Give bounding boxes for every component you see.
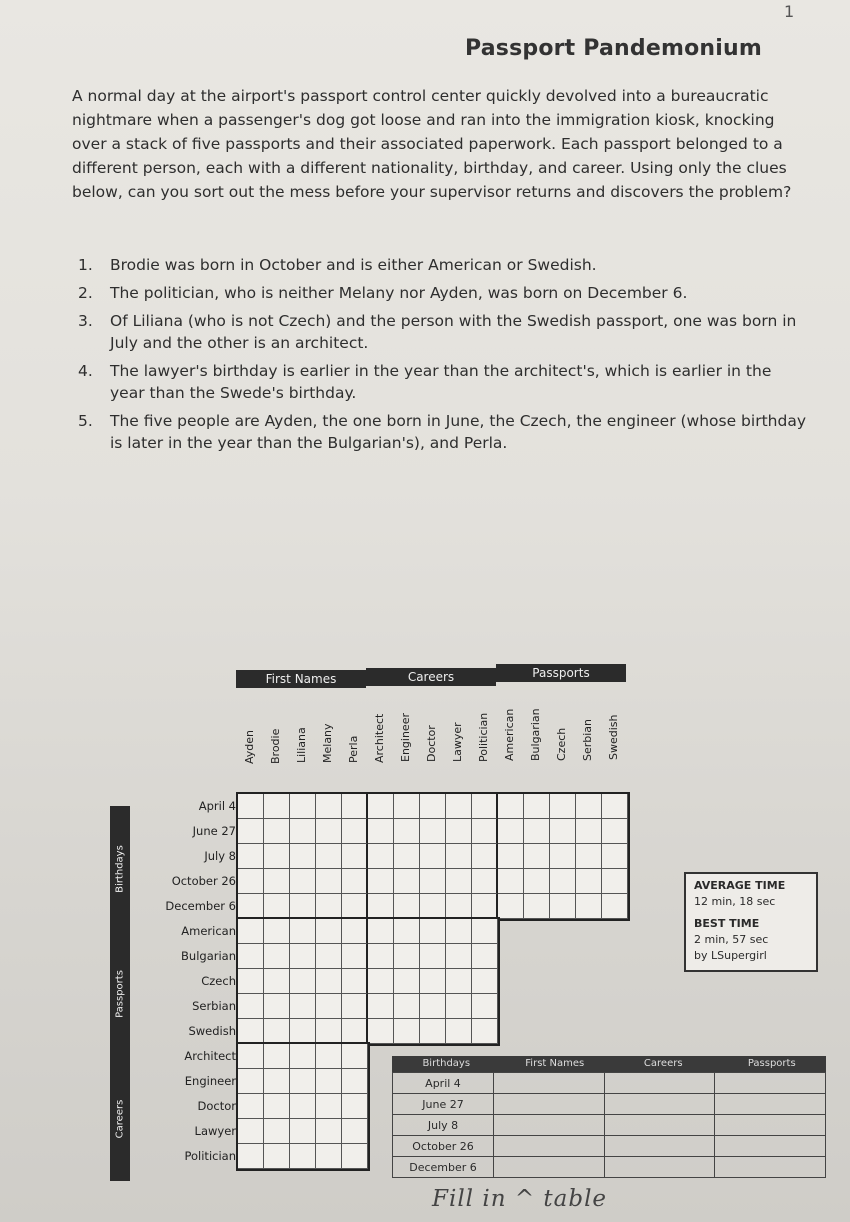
grid-cell[interactable]: [472, 844, 498, 869]
answer-birthday-cell: June 27: [393, 1094, 494, 1115]
grid-cell[interactable]: [290, 894, 316, 919]
column-label: [418, 690, 444, 764]
answer-header-careers: Careers: [643, 1058, 683, 1069]
answer-passport-cell[interactable]: [715, 1136, 826, 1157]
answer-first-name-cell[interactable]: [494, 1073, 605, 1094]
answer-passport-cell[interactable]: [715, 1073, 826, 1094]
table-row: [393, 1157, 826, 1178]
answer-first-name-cell[interactable]: [494, 1157, 605, 1178]
grid-cell[interactable]: [238, 1044, 264, 1069]
grid-cell[interactable]: [290, 994, 316, 1019]
grid-cell[interactable]: [264, 1019, 290, 1044]
clue-number: 5.: [78, 412, 93, 430]
clue-number: 3.: [78, 312, 93, 330]
grid-cell[interactable]: [446, 894, 472, 919]
grid-cell[interactable]: [368, 794, 394, 819]
answer-passport-cell[interactable]: [715, 1094, 826, 1115]
answer-career-cell[interactable]: [604, 1115, 715, 1136]
intro-paragraph: A normal day at the airport's passport control center quickly devolved into a bureaucratic nightmare when a passenger's dog got loose and ran into the immigration kiosk, knocking over a stack of five passports and their associated paperwork. Each passport belonged to a different person, each with a different nationality, birthday, and career. Using only the clues below, can you sort out the mess before your supervisor returns and discovers the problem?: [72, 87, 792, 201]
best-time-value: 2 min, 57 sec: [694, 933, 769, 946]
grid-cell[interactable]: [238, 1119, 264, 1144]
grid-cell[interactable]: [576, 894, 602, 919]
grid-cell[interactable]: [446, 1019, 472, 1044]
grid-cell[interactable]: [342, 994, 368, 1019]
grid-cell[interactable]: [238, 1144, 264, 1169]
column-label: [574, 689, 600, 763]
column-label-text: Brodie: [269, 728, 282, 764]
grid-cell[interactable]: [472, 994, 498, 1019]
grid-cell[interactable]: [342, 944, 368, 969]
column-label: [444, 690, 470, 764]
column-label: [366, 691, 392, 765]
answer-first-name-cell[interactable]: [494, 1094, 605, 1115]
grid-cell[interactable]: [238, 844, 264, 869]
grid-cell[interactable]: [316, 1044, 342, 1069]
column-label-text: Ayden: [243, 729, 256, 764]
grid-careers: [236, 1042, 370, 1171]
column-label-text: Serbian: [581, 718, 594, 761]
answer-career-cell[interactable]: [604, 1073, 715, 1094]
grid-cell[interactable]: [238, 919, 264, 944]
grid-cell[interactable]: [472, 794, 498, 819]
grid-cell[interactable]: [524, 894, 550, 919]
average-time-label: AVERAGE TIME: [694, 879, 786, 892]
clue-text: The lawyer's birthday is earlier in the year than the architect's, which is earlier in the year than the Swede's birthday.: [110, 362, 772, 402]
grid-cell[interactable]: [420, 794, 446, 819]
grid-cell[interactable]: [264, 1094, 290, 1119]
grid-cell[interactable]: [420, 919, 446, 944]
grid-cell[interactable]: [316, 994, 342, 1019]
grid-cell[interactable]: [498, 894, 524, 919]
side-header-birthdays: [110, 806, 130, 931]
grid-cell[interactable]: [498, 844, 524, 869]
grid-cell[interactable]: [472, 944, 498, 969]
column-label: [262, 692, 288, 766]
grid-cell[interactable]: [498, 819, 524, 844]
grid-cell[interactable]: [290, 794, 316, 819]
grid-cell[interactable]: [446, 994, 472, 1019]
grid-cell[interactable]: [446, 869, 472, 894]
grid-cell[interactable]: [316, 1119, 342, 1144]
grid-cell[interactable]: [394, 819, 420, 844]
grid-cell[interactable]: [368, 944, 394, 969]
column-label: [340, 691, 366, 765]
grid-cell[interactable]: [342, 1019, 368, 1044]
grid-cell[interactable]: [264, 1144, 290, 1169]
grid-cell[interactable]: [394, 919, 420, 944]
row-label: Architect: [184, 1049, 236, 1063]
grid-cell[interactable]: [238, 1094, 264, 1119]
column-label: [392, 690, 418, 764]
answer-first-name-cell[interactable]: [494, 1115, 605, 1136]
clue-item: [78, 360, 808, 404]
grid-cell[interactable]: [238, 944, 264, 969]
table-row: [393, 1073, 826, 1094]
grid-cell[interactable]: [264, 894, 290, 919]
grid-cell[interactable]: [472, 819, 498, 844]
grid-cell[interactable]: [446, 944, 472, 969]
answer-table-header: [392, 1056, 826, 1072]
grid-cell[interactable]: [316, 794, 342, 819]
answer-passport-cell[interactable]: [715, 1157, 826, 1178]
grid-cell[interactable]: [290, 869, 316, 894]
grid-cell[interactable]: [602, 844, 628, 869]
grid-cell[interactable]: [316, 919, 342, 944]
answer-header-birthdays: Birthdays: [422, 1058, 471, 1069]
header-passports: Passports: [496, 664, 626, 682]
grid-cell[interactable]: [420, 894, 446, 919]
grid-cell[interactable]: [264, 944, 290, 969]
grid-cell[interactable]: [264, 1069, 290, 1094]
grid-cell[interactable]: [472, 969, 498, 994]
grid-passports: [236, 917, 500, 1046]
header-careers: Careers: [366, 668, 496, 686]
grid-cell[interactable]: [342, 1044, 368, 1069]
row-label: April 4: [198, 799, 236, 813]
grid-cell[interactable]: [264, 994, 290, 1019]
grid-cell[interactable]: [264, 969, 290, 994]
clue-text: The five people are Ayden, the one born in June, the Czech, the engineer (whose birthday is later in the year than the Bulgarian's), and Perla.: [110, 412, 806, 452]
grid-cell[interactable]: [342, 1119, 368, 1144]
best-time-label: BEST TIME: [694, 917, 760, 930]
grid-cell[interactable]: [290, 1094, 316, 1119]
grid-cell[interactable]: [238, 1069, 264, 1094]
column-label-text: American: [503, 708, 516, 761]
side-header-birthdays-text: Birthdays: [114, 844, 126, 893]
column-label-text: Lawyer: [451, 722, 464, 762]
answer-table: [392, 1072, 826, 1178]
grid-cell[interactable]: [290, 944, 316, 969]
grid-cell[interactable]: [316, 1094, 342, 1119]
clue-text: Of Liliana (who is not Czech) and the person with the Swedish passport, one was born in July and the other is an architect.: [110, 312, 797, 352]
grid-cell[interactable]: [550, 869, 576, 894]
grid-cell[interactable]: [394, 1019, 420, 1044]
column-label-text: Bulgarian: [529, 708, 542, 761]
grid-cell[interactable]: [342, 1144, 368, 1169]
table-row: [393, 1094, 826, 1115]
grid-cell[interactable]: [420, 969, 446, 994]
grid-cell[interactable]: [524, 844, 550, 869]
answer-birthday-cell: April 4: [393, 1073, 494, 1094]
grid-cell[interactable]: [264, 1119, 290, 1144]
column-label-text: Melany: [321, 723, 334, 763]
column-label-text: Politician: [477, 712, 490, 762]
clue-number: 1.: [78, 256, 93, 274]
grid-cell[interactable]: [290, 1144, 316, 1169]
handwritten-note: Fill in ^ table: [432, 1186, 608, 1212]
grid-cell[interactable]: [238, 794, 264, 819]
clue-number: 2.: [78, 284, 93, 302]
answer-header-first-names: First Names: [525, 1058, 585, 1069]
grid-cell[interactable]: [316, 1144, 342, 1169]
grid-cell[interactable]: [342, 869, 368, 894]
grid-birthdays: [236, 792, 630, 921]
grid-cell[interactable]: [342, 819, 368, 844]
row-label: Swedish: [188, 1024, 236, 1038]
grid-cell[interactable]: [290, 819, 316, 844]
grid-cell[interactable]: [316, 969, 342, 994]
answer-birthday-cell: October 26: [393, 1136, 494, 1157]
grid-cell[interactable]: [472, 869, 498, 894]
grid-cell[interactable]: [368, 894, 394, 919]
clue-number: 4.: [78, 362, 93, 380]
row-label: June 27: [192, 824, 236, 838]
grid-cell[interactable]: [342, 894, 368, 919]
grid-cell[interactable]: [446, 819, 472, 844]
column-label-text: Doctor: [425, 725, 438, 762]
clue-item: [78, 410, 808, 454]
grid-cell[interactable]: [602, 794, 628, 819]
row-label: October 26: [171, 874, 236, 888]
grid-cell[interactable]: [290, 1019, 316, 1044]
grid-cell[interactable]: [394, 994, 420, 1019]
grid-cell[interactable]: [316, 869, 342, 894]
grid-cell[interactable]: [420, 844, 446, 869]
grid-cell[interactable]: [264, 844, 290, 869]
answer-birthday-cell: July 8: [393, 1115, 494, 1136]
grid-cell[interactable]: [524, 794, 550, 819]
page-title: Passport Pandemonium: [465, 36, 762, 61]
grid-cell[interactable]: [498, 869, 524, 894]
grid-cell[interactable]: [472, 1019, 498, 1044]
grid-cell[interactable]: [472, 894, 498, 919]
grid-cell[interactable]: [576, 844, 602, 869]
side-header-passports: [110, 931, 130, 1056]
row-label: Serbian: [192, 999, 236, 1013]
grid-cell[interactable]: [368, 919, 394, 944]
grid-cell[interactable]: [576, 794, 602, 819]
grid-cell[interactable]: [420, 944, 446, 969]
grid-cell[interactable]: [368, 869, 394, 894]
grid-cell[interactable]: [316, 944, 342, 969]
column-label: [548, 689, 574, 763]
grid-cell[interactable]: [446, 969, 472, 994]
answer-passport-cell[interactable]: [715, 1115, 826, 1136]
grid-cell[interactable]: [264, 919, 290, 944]
grid-cell[interactable]: [290, 919, 316, 944]
grid-cell[interactable]: [394, 794, 420, 819]
answer-career-cell[interactable]: [604, 1136, 715, 1157]
grid-cell[interactable]: [264, 819, 290, 844]
grid-cell[interactable]: [238, 894, 264, 919]
table-row: [393, 1115, 826, 1136]
column-label: [288, 691, 314, 765]
grid-cell[interactable]: [420, 869, 446, 894]
grid-cell[interactable]: [238, 969, 264, 994]
clue-item: [78, 282, 808, 304]
grid-cell[interactable]: [238, 819, 264, 844]
row-label: Politician: [184, 1149, 236, 1163]
grid-cell[interactable]: [316, 1019, 342, 1044]
grid-cell[interactable]: [576, 869, 602, 894]
grid-cell[interactable]: [602, 819, 628, 844]
row-label: December 6: [165, 899, 236, 913]
grid-cell[interactable]: [316, 894, 342, 919]
header-first-names: First Names: [236, 670, 366, 688]
grid-cell[interactable]: [394, 944, 420, 969]
page-number: 1: [784, 2, 795, 21]
grid-cell[interactable]: [550, 819, 576, 844]
grid-cell[interactable]: [368, 1019, 394, 1044]
grid-cell[interactable]: [446, 919, 472, 944]
row-label: American: [181, 924, 236, 938]
answer-header-passports: Passports: [747, 1058, 796, 1069]
row-label: July 8: [204, 849, 236, 863]
grid-cell[interactable]: [290, 1044, 316, 1069]
grid-cell[interactable]: [264, 869, 290, 894]
side-header-passports-text: Passports: [114, 969, 126, 1018]
column-label: [522, 689, 548, 763]
grid-cell[interactable]: [316, 819, 342, 844]
time-box: [684, 872, 818, 972]
column-label-text: Liliana: [295, 727, 308, 763]
row-label: Doctor: [197, 1099, 236, 1113]
grid-cell[interactable]: [602, 894, 628, 919]
grid-cell[interactable]: [394, 894, 420, 919]
column-label-text: Engineer: [399, 713, 412, 762]
grid-cell[interactable]: [394, 969, 420, 994]
grid-cell[interactable]: [290, 1069, 316, 1094]
column-label-text: Architect: [373, 713, 386, 763]
column-label: [470, 690, 496, 764]
side-header-careers: [110, 1056, 130, 1181]
grid-cell[interactable]: [550, 894, 576, 919]
clue-list: [78, 254, 808, 460]
grid-cell[interactable]: [238, 1019, 264, 1044]
clue-text: Brodie was born in October and is either American or Swedish.: [110, 256, 597, 274]
grid-cell[interactable]: [524, 869, 550, 894]
grid-cell[interactable]: [342, 919, 368, 944]
grid-cell[interactable]: [394, 869, 420, 894]
grid-cell[interactable]: [264, 794, 290, 819]
column-label-text: Perla: [347, 735, 360, 763]
grid-cell[interactable]: [368, 994, 394, 1019]
grid-cell[interactable]: [472, 919, 498, 944]
row-label: Czech: [201, 974, 236, 988]
grid-cell[interactable]: [550, 844, 576, 869]
grid-cell[interactable]: [602, 869, 628, 894]
grid-cell[interactable]: [368, 819, 394, 844]
table-row: [393, 1136, 826, 1157]
grid-cell[interactable]: [368, 844, 394, 869]
column-label: [600, 688, 626, 762]
row-label: Bulgarian: [181, 949, 236, 963]
grid-cell[interactable]: [498, 794, 524, 819]
grid-cell[interactable]: [446, 844, 472, 869]
column-label-text: Swedish: [607, 714, 620, 760]
clue-item: [78, 310, 808, 354]
answer-career-cell[interactable]: [604, 1157, 715, 1178]
answer-first-name-cell[interactable]: [494, 1136, 605, 1157]
clue-text: The politician, who is neither Melany nor Ayden, was born on December 6.: [110, 284, 688, 302]
grid-cell[interactable]: [290, 1119, 316, 1144]
answer-career-cell[interactable]: [604, 1094, 715, 1115]
grid-cell[interactable]: [394, 844, 420, 869]
grid-cell[interactable]: [316, 1069, 342, 1094]
grid-cell[interactable]: [342, 794, 368, 819]
row-label: Lawyer: [194, 1124, 236, 1138]
column-label: [236, 692, 262, 766]
grid-cell[interactable]: [342, 844, 368, 869]
side-header-careers-text: Careers: [114, 1099, 126, 1138]
grid-cell[interactable]: [524, 819, 550, 844]
clue-item: [78, 254, 808, 276]
grid-cell[interactable]: [342, 969, 368, 994]
column-label: [314, 691, 340, 765]
grid-cell[interactable]: [420, 819, 446, 844]
grid-cell[interactable]: [342, 1069, 368, 1094]
grid-cell[interactable]: [238, 994, 264, 1019]
grid-cell[interactable]: [576, 819, 602, 844]
answer-birthday-cell: December 6: [393, 1157, 494, 1178]
average-time-value: 12 min, 18 sec: [694, 895, 776, 908]
column-label: [496, 689, 522, 763]
grid-cell[interactable]: [238, 869, 264, 894]
grid-cell[interactable]: [290, 969, 316, 994]
author-credit: by LSupergirl: [694, 949, 767, 962]
grid-cell[interactable]: [342, 1094, 368, 1119]
grid-cell[interactable]: [290, 844, 316, 869]
column-label-text: Czech: [555, 727, 568, 761]
grid-cell[interactable]: [420, 994, 446, 1019]
grid-cell[interactable]: [368, 969, 394, 994]
grid-cell[interactable]: [550, 794, 576, 819]
grid-cell[interactable]: [420, 1019, 446, 1044]
row-label: Engineer: [184, 1074, 236, 1088]
grid-cell[interactable]: [316, 844, 342, 869]
grid-cell[interactable]: [446, 794, 472, 819]
grid-cell[interactable]: [264, 1044, 290, 1069]
